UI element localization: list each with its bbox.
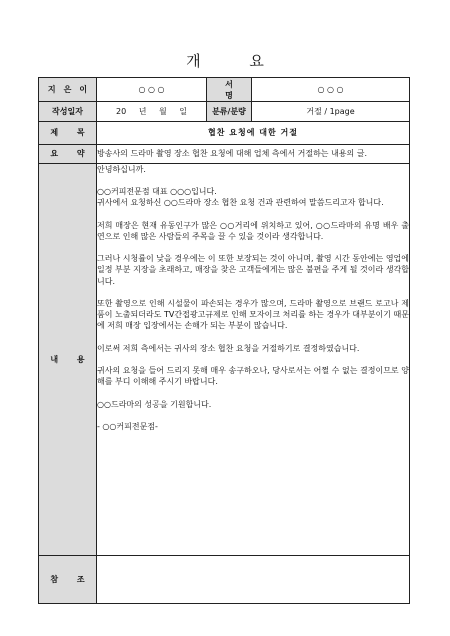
intro-line-2: 귀사에서 요청하신 ○○드라마 장소 협찬 요청 건과 관련하여 말씀드리고자 합니다. [97, 198, 384, 208]
content-row [39, 163, 410, 555]
reference-value [97, 555, 410, 603]
date-label: 작성일자 [39, 102, 97, 122]
reference-row [39, 555, 410, 603]
date-value: 20 년 월 일 [97, 102, 207, 122]
summary-value: 방송사의 드라마 촬영 장소 협찬 요청에 대해 업체 측에서 거절하는 내용의 글. [97, 144, 410, 163]
content-label: 내 용 [39, 163, 97, 555]
author-label: 지은이 [39, 78, 97, 102]
paragraph-3: 또한 촬영으로 인해 시설물이 파손되는 경우가 많으며, 드라마 촬영으로 브랜드 로고나 제품이 노출되더라도 TV간접광고규제로 인해 모자이크 처리를 하는 경우가 대부분이기 때문에 저희 매장 입장에서는 손해가 되는 부분이 많습니다. [97, 298, 409, 331]
summary-form-table [38, 77, 410, 604]
content-body [97, 163, 410, 555]
reference-label: 참 조 [39, 555, 97, 603]
signature-label: 서 명 [207, 78, 252, 102]
intro-line-1: ○○커피전문점 대표 ○○○입니다. [97, 186, 217, 196]
author-row [39, 78, 410, 102]
summary-label: 요 약 [39, 144, 97, 163]
greeting-text: 안녕하십니까. [97, 164, 146, 174]
category-label: 분류/분량 [207, 102, 252, 122]
summary-row [39, 144, 410, 163]
page-title: 개 요 [186, 52, 286, 70]
author-value: ○ ○ ○ [97, 78, 207, 102]
paragraph-2: 그러나 시청률이 낮을 경우에는 이 또한 보장되는 것이 아니며, 촬영 시간 동안에는 영업에 일정 부분 지장을 초래하고, 매장을 찾은 고객들에게는 많은 불편을 주게 될 것이라 생각합니다. [97, 254, 409, 286]
subject-value: 협찬 요청에 대한 거절 [97, 121, 410, 144]
category-value: 거절 / 1page [252, 102, 410, 122]
subject-row [39, 121, 410, 144]
signature-value: ○ ○ ○ [252, 78, 410, 102]
paragraph-5: 귀사의 요청을 들어 드리지 못해 매우 송구하오나, 당사로서는 어쩔 수 없는 결정이므로 양해를 부디 이해해 주시기 바랍니다. [97, 366, 409, 387]
date-row [39, 102, 410, 122]
paragraph-1: 저희 매장은 현재 유동인구가 많은 ○○거리에 위치하고 있어, ○○드라마의 유명 배우 출연으로 인해 많은 사람들의 주목을 끌 수 있을 것이라 생각합니다. [97, 220, 409, 241]
subject-label: 제 목 [39, 121, 97, 144]
paragraph-4: 이로써 저희 측에서는 귀사의 장소 협찬 요청을 거절하기로 결정하였습니다. [97, 343, 360, 353]
paragraph-6: ○○드라마의 성공을 기원합니다. [97, 399, 212, 409]
closing-signature: - ○○커피전문점- [97, 422, 158, 432]
